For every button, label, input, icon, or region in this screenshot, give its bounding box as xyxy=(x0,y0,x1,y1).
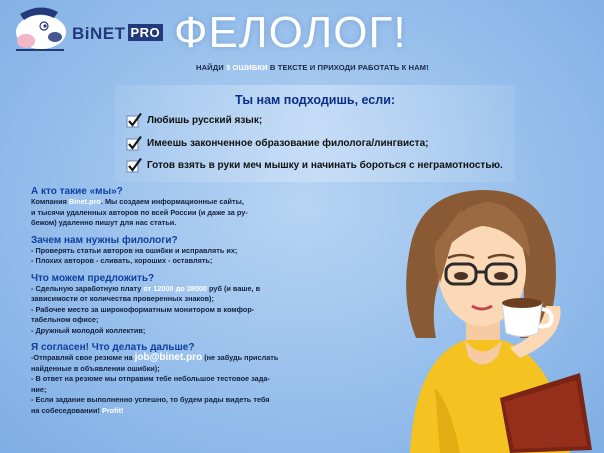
info-column xyxy=(31,186,301,416)
apply-section xyxy=(31,342,301,416)
subtitle-start: НАЙДИ xyxy=(196,63,227,72)
requirement-text: Любишь русский язык; xyxy=(147,114,263,126)
apply-line xyxy=(31,353,301,364)
subtitle-end: В ТЕКСТЕ И ПРИХОДИ РАБОТАТЬ К НАМ! xyxy=(267,63,429,72)
about-heading: А кто такие «мы»? xyxy=(31,186,123,197)
apply-line: найденные в объявлении ошибки); xyxy=(31,363,160,373)
cow-mascot-icon xyxy=(8,4,70,56)
offer-line xyxy=(31,284,301,295)
logo-brand: BiNET xyxy=(72,24,126,43)
profit-highlight: Profit! xyxy=(101,405,124,415)
woman-illustration xyxy=(370,188,604,453)
offer-text: руб (и ваше, в xyxy=(207,283,261,293)
offer-line: зависимости от количества проверенных знаков); xyxy=(31,294,214,303)
page-title: ФЕЛОЛОГ! xyxy=(174,8,407,57)
requirement-text: Готов взять в руки меч мышку и начинать бороться с неграмотностью. xyxy=(147,159,503,171)
why-line: - Плохих авторов - сливать, хороших - оставлять; xyxy=(31,256,213,265)
requirements-title: Ты нам подходишь, если: xyxy=(234,93,396,107)
about-text: . Мы создаем информационные сайты, xyxy=(100,197,244,206)
offer-line: - Дружный молодой коллектив; xyxy=(31,325,146,335)
logo-pro-badge: PRO xyxy=(128,24,164,41)
logo-wordmark xyxy=(72,24,163,44)
check-icon xyxy=(126,135,143,151)
company-link[interactable]: Binet.pro xyxy=(68,197,101,206)
subtitle-highlight: 3 ОШИБКИ xyxy=(226,63,268,72)
apply-line: ние; xyxy=(31,384,47,394)
offer-text: - Сдельную заработную плату xyxy=(31,283,144,293)
why-line: - Проверять статьи авторов на ошибки и исправлять их; xyxy=(31,245,238,255)
salary-highlight: от 12000 до 28000 xyxy=(143,283,207,293)
offer-heading: Что можем предложить? xyxy=(31,272,155,284)
logo[interactable] xyxy=(8,4,168,56)
why-heading: Зачем нам нужны филологи? xyxy=(31,234,178,246)
about-section xyxy=(31,186,301,229)
about-line: бежом) удаленно пишут для нас статьи. xyxy=(31,218,177,227)
apply-line xyxy=(31,406,301,417)
about-line xyxy=(31,197,301,208)
apply-text: на собеседовании! xyxy=(31,405,102,415)
about-text: Компания xyxy=(31,197,69,206)
requirements-panel xyxy=(115,85,515,182)
requirement-item xyxy=(126,112,262,128)
offer-line: - Рабочее место за широкоформатным монитором в комфор- xyxy=(31,304,255,314)
check-icon xyxy=(126,157,143,173)
offer-section xyxy=(31,273,301,337)
requirement-item xyxy=(126,157,503,173)
apply-line: - Если задание выполненно успешно, то будем рады видеть тебя xyxy=(31,395,270,404)
requirement-text: Имеешь законченное образование филолога/лингвиста; xyxy=(147,137,429,149)
apply-text: -Отправляй свое резюме на xyxy=(31,353,135,362)
apply-text: (не забудь прислать xyxy=(202,353,279,362)
offer-line: табельном офисе; xyxy=(31,315,99,324)
apply-heading: Я согласен! Что делать дальше? xyxy=(31,342,195,353)
about-line: и тысячи удаленных авторов по всей России (и даже за ру- xyxy=(31,207,248,217)
page-subtitle xyxy=(196,63,429,72)
requirement-item xyxy=(126,135,428,151)
apply-line: - В ответ на резюме мы отправим тебе небольшое тестовое зада- xyxy=(31,374,270,383)
email-link[interactable]: job@binet.pro xyxy=(134,352,203,363)
why-section xyxy=(31,235,301,267)
check-icon xyxy=(126,112,143,128)
